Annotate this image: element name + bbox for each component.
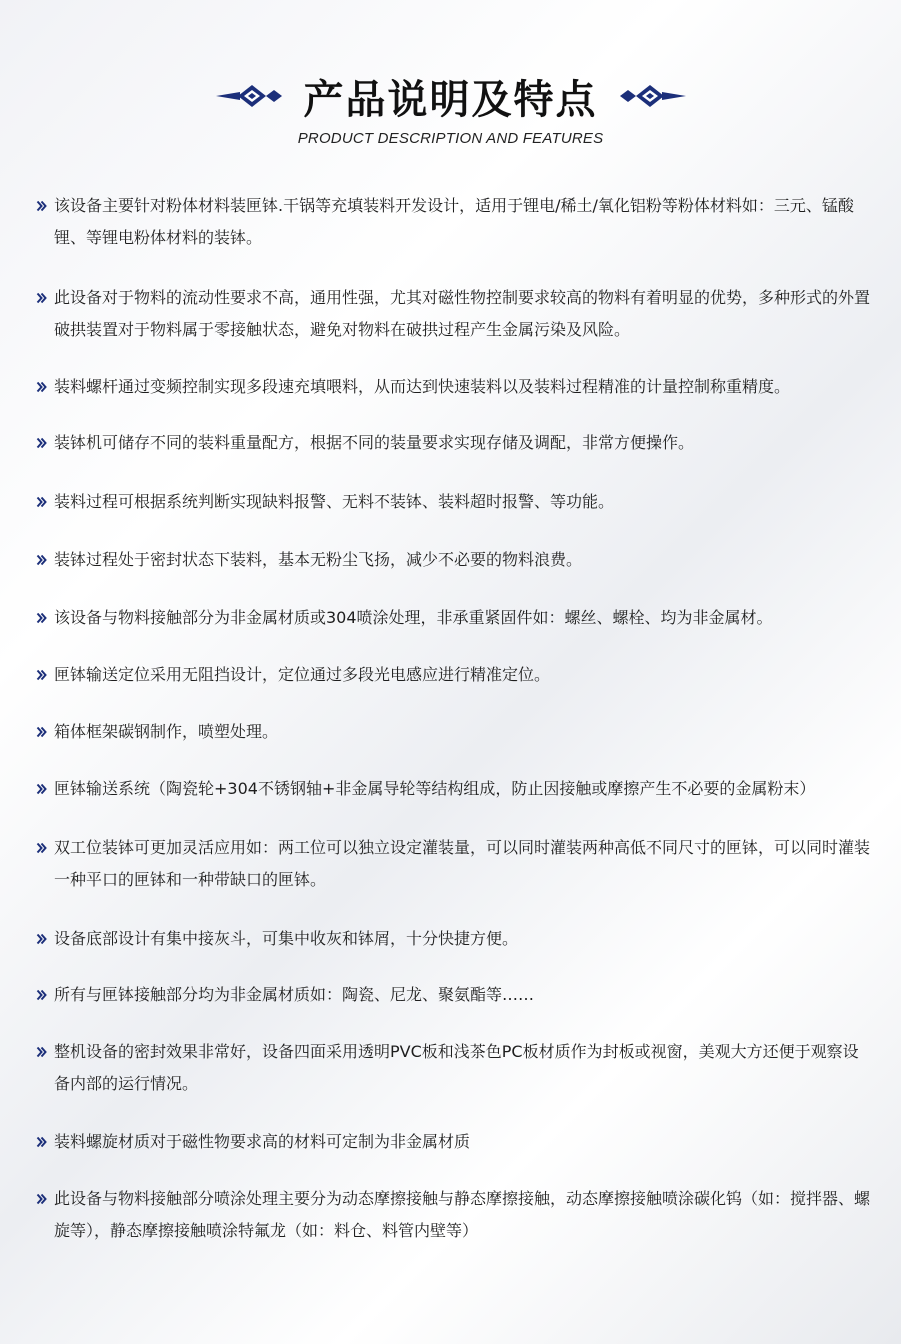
feature-text: 该设备与物料接触部分为非金属材质或304喷涂处理，非承重紧固件如：螺丝、螺栓、均为非金属材。 [54,608,773,627]
double-chevron-right-icon [36,553,47,567]
page-title: 产品说明及特点 [303,76,598,123]
feature-item [36,1126,872,1158]
feature-item [36,832,872,896]
feature-item [36,1036,872,1100]
feature-item [36,427,872,459]
feature-text: 装料过程可根据系统判断实现缺料报警、无料不装钵、装料超时报警、等功能。 [54,492,615,511]
double-chevron-right-icon [36,291,47,305]
diamond-ornament-icon [216,81,282,111]
double-chevron-right-icon [36,782,47,796]
feature-text: 该设备主要针对粉体材料装匣钵.干锅等充填装料开发设计，适用于锂电/稀土/氧化铝粉等粉体材料如：三元、锰酸锂、等锂电粉体材料的装钵。 [54,196,854,247]
double-chevron-right-icon [36,495,47,509]
feature-item [36,602,872,634]
feature-item [36,486,872,518]
feature-text: 此设备对于物料的流动性要求不高，通用性强，尤其对磁性物控制要求较高的物料有着明显的优势，多种形式的外置破拱装置对于物料属于零接触状态，避免对物料在破拱过程产生金属污染及风险。 [54,288,871,339]
feature-item [36,371,872,403]
feature-item [36,544,872,576]
page-subtitle: PRODUCT DESCRIPTION AND FEATURES [297,130,604,147]
feature-item [36,282,872,346]
double-chevron-right-icon [36,436,47,450]
double-chevron-right-icon [36,1045,47,1059]
feature-text: 所有与匣钵接触部分均为非金属材质如：陶瓷、尼龙、聚氨酯等…… [54,985,535,1004]
feature-item [36,773,872,805]
feature-item [36,923,872,955]
double-chevron-right-icon [36,1192,47,1206]
feature-item [36,979,872,1011]
feature-item [36,659,872,691]
diamond-ornament-icon [620,81,686,111]
feature-item [36,716,872,748]
feature-text: 装钵过程处于密封状态下装料，基本无粉尘飞扬，减少不必要的物料浪费。 [54,550,583,569]
feature-text: 整机设备的密封效果非常好，设备四面采用透明PVC板和浅茶色PC板材质作为封板或视窗，美观大方还便于观察设备内部的运行情况。 [54,1042,859,1093]
feature-text: 设备底部设计有集中接灰斗，可集中收灰和钵屑，十分快捷方便。 [54,929,519,948]
feature-item [36,190,872,254]
double-chevron-right-icon [36,725,47,739]
feature-text: 装钵机可储存不同的装料重量配方，根据不同的装量要求实现存储及调配，非常方便操作。 [54,433,695,452]
double-chevron-right-icon [36,841,47,855]
page-header [0,66,901,126]
feature-text: 此设备与物料接触部分喷涂处理主要分为动态摩擦接触与静态摩擦接触，动态摩擦接触喷涂碳化钨（如：搅拌器、螺旋等），静态摩擦接触喷涂特氟龙（如：料仓、料管内壁等） [54,1189,871,1240]
double-chevron-right-icon [36,932,47,946]
double-chevron-right-icon [36,1135,47,1149]
feature-text: 装料螺旋材质对于磁性物要求高的材料可定制为非金属材质 [54,1132,471,1151]
double-chevron-right-icon [36,611,47,625]
feature-item [36,1183,872,1247]
feature-text: 匣钵输送定位采用无阻挡设计，定位通过多段光电感应进行精准定位。 [54,665,551,684]
double-chevron-right-icon [36,199,47,213]
feature-text: 箱体框架碳钢制作，喷塑处理。 [54,722,279,741]
feature-text: 匣钵输送系统（陶瓷轮+304不锈钢轴+非金属导轮等结构组成，防止因接触或摩擦产生不必要的金属粉末） [54,779,816,798]
feature-text: 双工位装钵可更加灵活应用如：两工位可以独立设定灌装量，可以同时灌装两种高低不同尺寸的匣钵，可以同时灌装一种平口的匣钵和一种带缺口的匣钵。 [54,838,871,889]
double-chevron-right-icon [36,380,47,394]
feature-text: 装料螺杆通过变频控制实现多段速充填喂料，从而达到快速装料以及装料过程精准的计量控制称重精度。 [54,377,791,396]
double-chevron-right-icon [36,988,47,1002]
double-chevron-right-icon [36,668,47,682]
feature-list [36,190,872,1247]
